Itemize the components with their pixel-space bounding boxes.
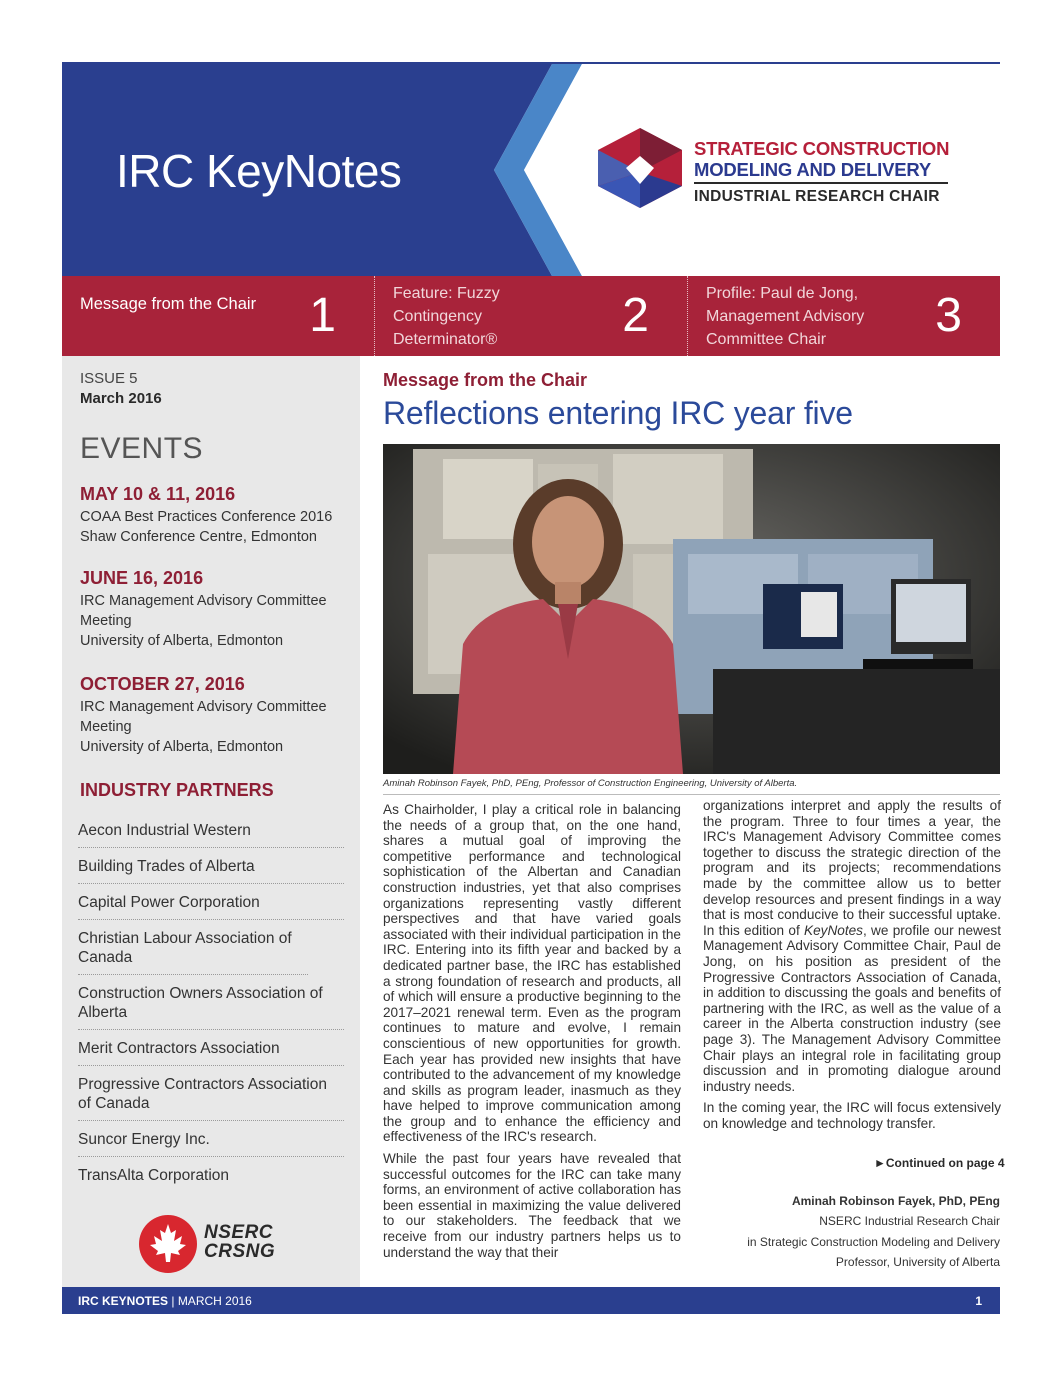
paragraph-text: organizations interpret and apply the results of the program. Three to four times a year, the IRC's Management Advisory Committee comes together to discuss the strategic direction of the program and its projects; recommendations made by the committee allow us to better develop resources and present findings in a way that is most conducive to their successful uptake. In this edition of [703,798,1001,938]
chair-portrait-photo [383,444,1000,774]
portrait-illustration [383,444,1000,774]
nserc-logo [138,1214,288,1274]
article-paragraph: In the coming year, the IRC will focus extensively on knowledge and technology transfer. [703,1100,1001,1131]
section-label: Message from the Chair [383,370,588,390]
nserc-text: NSERC [204,1222,274,1243]
logo-text-chair: INDUSTRIAL RESEARCH CHAIR [694,188,940,205]
event-item [80,568,350,651]
toc-item-message[interactable] [62,276,374,356]
header-banner [62,64,1000,276]
partner-item: Capital Power Corporation [78,884,344,920]
sidebar [62,356,360,1287]
event-title-cont: Meeting [80,613,132,629]
partner-item: Building Trades of Alberta [78,848,344,884]
logo-text-modeling: MODELING AND DELIVERY [694,159,931,180]
signature-name: Aminah Robinson Fayek, PhD, PEng [791,1194,1000,1208]
newsletter-title: IRC KeyNotes [116,145,402,197]
photo-caption: Aminah Robinson Fayek, PhD, PEng, Professor of Construction Engineering, University of Alberta. [383,778,798,789]
footer-page-number: 1 [975,1294,982,1308]
event-date: JUNE 16, 2016 [80,568,204,588]
article-paragraph: While the past four years have revealed that successful outcomes for the IRC can take many forms, an environment of active collaboration has been essential in maximizing the value delivered to our stakeholders. The feedback that we receive from our industry partners helps us to understand the way that their [383,1151,681,1260]
partner-item: Construction Owners Association of Alberta [78,975,344,1030]
partner-item: Merit Contractors Association [78,1030,344,1066]
event-date: MAY 10 & 11, 2016 [80,484,236,504]
signature-title: NSERC Industrial Research Chair [819,1214,1000,1228]
toc-label: Profile: Paul de Jong, Management Advisory Committee Chair [706,285,865,348]
signature-title: in Strategic Construction Modeling and Delivery [747,1235,1000,1249]
partner-item: TransAlta Corporation [78,1167,230,1184]
toc-label: Message from the Chair [80,295,257,313]
crsng-text: CRSNG [204,1241,276,1262]
irc-logo [592,126,952,216]
hexagon-logo-icon [592,126,688,210]
event-title: IRC Management Advisory Committee [80,699,327,715]
table-of-contents [62,276,1000,356]
page-footer [62,1287,1000,1314]
event-venue: Shaw Conference Centre, Edmonton [80,529,317,545]
partner-item: Progressive Contractors Association of Canada [78,1066,344,1121]
toc-page-number: 2 [622,289,649,342]
event-title: IRC Management Advisory Committee [80,593,327,609]
toc-item-feature[interactable] [374,276,687,356]
continued-link[interactable]: ►Continued on page 4 [874,1156,1005,1170]
article-headline: Reflections entering IRC year five [383,395,853,431]
partners-list [78,812,344,1192]
event-date: OCTOBER 27, 2016 [80,674,245,694]
article-column-2 [703,798,1001,1137]
toc-item-profile[interactable] [687,276,1000,356]
partner-item: Suncor Energy Inc. [78,1121,344,1157]
partner-item: Christian Labour Association of Canada [78,920,308,975]
maple-leaf-icon [138,1214,198,1274]
event-title: COAA Best Practices Conference 2016 [80,509,333,525]
footer-publication: IRC KEYNOTES | MARCH 2016 [78,1294,252,1308]
event-item [80,484,350,547]
footer-issue: MARCH 2016 [177,1294,252,1308]
event-item [80,674,350,757]
event-venue: University of Alberta, Edmonton [80,739,284,755]
logo-divider [694,182,948,184]
article-column-1 [383,802,681,1266]
toc-page-number: 3 [935,289,962,342]
toc-label: Feature: Fuzzy Contingency Determinator® [393,285,500,348]
events-heading: EVENTS [80,432,204,465]
signature-affiliation: Professor, University of Alberta [835,1255,1000,1269]
article-paragraph: As Chairholder, I play a critical role in balancing the needs of a group that, on the one hand, shares a mutual goal of improving the competitive performance and technological sophistication of the Albertan and Canadian construction industries, yet that also comprises organizations representing vastly different perspectives and that have varied goals associated with their individual participation in the IRC. Entering into its fifth year and backed by a dedicated partner base, the IRC has established a strong foundation of research and products, all of which will ensure a productive beginning to the 2017–2021 renewal term. Even as the program continues to mature and evolve, I remain conscientious of new opportunities for growth. Each year has provided new insights that have contributed to the advancement of my knowledge and skills as program leader, inasmuch as they have helped to improve communication among the group and to enhance the efficiency and effectiveness of the IRC's research. [383,802,681,1145]
issue-date: March 2016 [80,390,162,407]
partners-heading: INDUSTRY PARTNERS [80,780,274,800]
paragraph-text: , we profile our newest Management Advisory Committee Chair, Paul de Jong, on his position as president of the Progressive Contractors Association of Canada, in addition to discussing the goals and benefits of partnering with the IRC, as well as the value of a career in the Alberta construction industry (see page 3). The Management Advisory Committee Chair plays an integral role in facilitating group discussion and in promoting dialogue around industry needs. [703,922,1001,1094]
event-title-cont: Meeting [80,719,132,735]
article-paragraph [703,798,1001,1094]
event-venue: University of Alberta, Edmonton [80,633,284,649]
caption-divider [383,794,1000,795]
logo-text-strategic: STRATEGIC CONSTRUCTION [694,138,950,159]
toc-page-number: 1 [309,289,336,342]
footer-title: IRC KEYNOTES [78,1294,169,1308]
issue-number: ISSUE 5 [80,370,138,387]
partner-item: Aecon Industrial Western [78,812,344,848]
publication-name: KeyNotes [804,922,863,938]
